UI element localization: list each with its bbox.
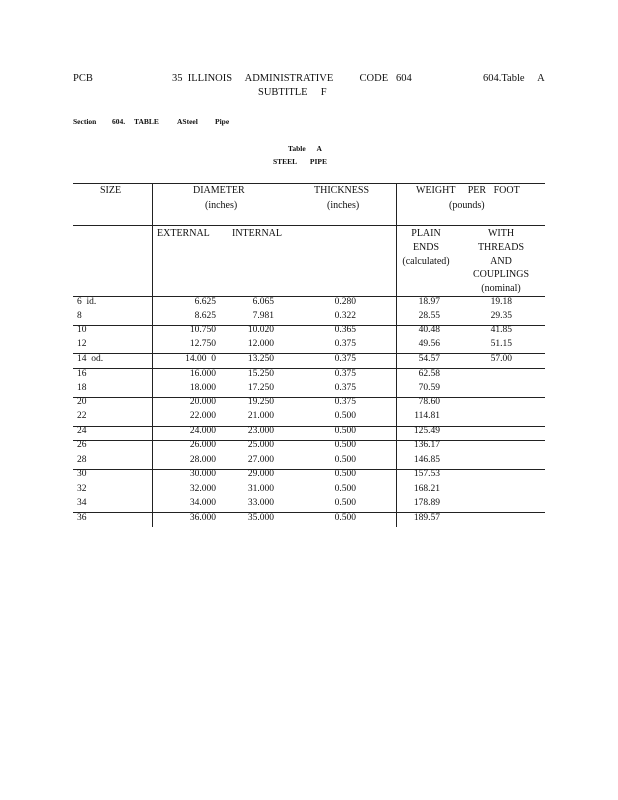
section-number: 604. <box>112 117 126 126</box>
cell-thickness: 0.375 <box>334 339 356 349</box>
cell-internal: 29.000 <box>247 469 274 479</box>
header-center-line1: 35 ILLINOIS ADMINISTRATIVE CODE 604 <box>172 73 412 84</box>
table-rule-group <box>73 353 545 354</box>
cell-plain: 62.58 <box>418 369 440 379</box>
col-header-with-2: THREADS <box>477 242 525 253</box>
cell-size: 28 <box>77 455 87 465</box>
cell-thickness: 0.500 <box>334 440 356 450</box>
table-title-line2: STEEL PIPE <box>273 157 327 166</box>
cell-internal: 23.000 <box>247 426 274 436</box>
cell-internal: 12.000 <box>247 339 274 349</box>
col-header-diameter: DIAMETER <box>193 185 245 196</box>
cell-size: 8 <box>77 311 82 321</box>
cell-size: 36 <box>77 513 87 523</box>
cell-internal: 15.250 <box>247 369 274 379</box>
cell-plain: 189.57 <box>413 513 440 523</box>
section-asteel: ASteel <box>177 117 198 126</box>
cell-plain: 168.21 <box>413 484 440 494</box>
cell-plain: 178.89 <box>413 498 440 508</box>
cell-size: 6 id. <box>77 297 97 307</box>
table-rule-group <box>73 512 545 513</box>
cell-external: 8.625 <box>194 311 216 321</box>
cell-external: 36.000 <box>189 513 216 523</box>
cell-threads: 57.00 <box>490 354 512 364</box>
cell-internal: 10.020 <box>247 325 274 335</box>
cell-external: 10.750 <box>189 325 216 335</box>
cell-thickness: 0.500 <box>334 498 356 508</box>
cell-plain: 40.48 <box>418 325 440 335</box>
cell-threads: 29.35 <box>490 311 512 321</box>
cell-external: 14.00 0 <box>185 354 216 364</box>
cell-internal: 33.000 <box>247 498 274 508</box>
table-title-line1: Table A <box>288 144 322 153</box>
cell-external: 24.000 <box>189 426 216 436</box>
col-header-thickness: THICKNESS <box>314 185 370 196</box>
col-header-plain-3: (calculated) <box>402 256 450 267</box>
cell-internal: 21.000 <box>247 411 274 421</box>
cell-size: 16 <box>77 369 87 379</box>
cell-thickness: 0.365 <box>334 325 356 335</box>
col-header-thickness-unit: (inches) <box>327 200 360 211</box>
cell-external: 12.750 <box>189 339 216 349</box>
cell-thickness: 0.500 <box>334 469 356 479</box>
cell-size: 18 <box>77 383 87 393</box>
cell-thickness: 0.500 <box>334 513 356 523</box>
cell-external: 18.000 <box>189 383 216 393</box>
cell-thickness: 0.375 <box>334 397 356 407</box>
table-rule-body-start <box>73 296 545 297</box>
cell-size: 34 <box>77 498 87 508</box>
section-table-word: TABLE <box>134 117 159 126</box>
cell-thickness: 0.375 <box>334 383 356 393</box>
col-header-weight: WEIGHT PER FOOT <box>416 185 520 196</box>
col-header-size: SIZE <box>100 185 122 196</box>
col-header-with-4: COUPLINGS <box>472 269 530 280</box>
cell-plain: 54.57 <box>418 354 440 364</box>
cell-size: 30 <box>77 469 87 479</box>
cell-plain: 125.49 <box>413 426 440 436</box>
cell-plain: 114.81 <box>414 411 440 421</box>
col-header-with-1: WITH <box>487 228 515 239</box>
col-header-with-3: AND <box>490 256 512 267</box>
cell-thickness: 0.500 <box>334 426 356 436</box>
table-rule-group <box>73 368 545 369</box>
cell-plain: 136.17 <box>413 440 440 450</box>
cell-size: 12 <box>77 339 87 349</box>
cell-size: 10 <box>77 325 87 335</box>
cell-threads: 41.85 <box>490 325 512 335</box>
cell-thickness: 0.500 <box>334 484 356 494</box>
cell-external: 22.000 <box>189 411 216 421</box>
cell-plain: 49.56 <box>418 339 440 349</box>
cell-plain: 18.97 <box>418 297 440 307</box>
cell-internal: 25.000 <box>247 440 274 450</box>
cell-external: 26.000 <box>189 440 216 450</box>
cell-size: 20 <box>77 397 87 407</box>
cell-size: 26 <box>77 440 87 450</box>
cell-plain: 28.55 <box>418 311 440 321</box>
cell-external: 34.000 <box>189 498 216 508</box>
cell-plain: 70.59 <box>418 383 440 393</box>
cell-plain: 157.53 <box>413 469 440 479</box>
cell-threads: 19.18 <box>490 297 512 307</box>
cell-internal: 19.250 <box>247 397 274 407</box>
cell-external: 30.000 <box>189 469 216 479</box>
cell-external: 16.000 <box>189 369 216 379</box>
cell-thickness: 0.280 <box>334 297 356 307</box>
cell-internal: 35.000 <box>247 513 274 523</box>
cell-external: 20.000 <box>189 397 216 407</box>
cell-external: 28.000 <box>189 455 216 465</box>
cell-size: 24 <box>77 426 87 436</box>
cell-plain: 146.85 <box>413 455 440 465</box>
cell-thickness: 0.322 <box>334 311 356 321</box>
col-header-with-5: (nominal) <box>481 283 521 294</box>
col-header-plain-1: PLAIN <box>411 228 441 239</box>
cell-external: 6.625 <box>194 297 216 307</box>
cell-internal: 7.981 <box>252 311 274 321</box>
col-header-weight-unit: (pounds) <box>449 200 485 211</box>
section-pipe: Pipe <box>215 117 230 126</box>
cell-internal: 31.000 <box>247 484 274 494</box>
table-rule-top <box>73 183 545 184</box>
cell-internal: 13.250 <box>247 354 274 364</box>
cell-thickness: 0.375 <box>334 354 356 364</box>
table-rule-header <box>73 225 545 226</box>
cell-internal: 17.250 <box>247 383 274 393</box>
cell-threads: 51.15 <box>490 339 512 349</box>
cell-thickness: 0.500 <box>334 411 356 421</box>
cell-internal: 27.000 <box>247 455 274 465</box>
cell-thickness: 0.500 <box>334 455 356 465</box>
cell-external: 32.000 <box>189 484 216 494</box>
header-center-line2: SUBTITLE F <box>258 87 327 98</box>
cell-size: 14 od. <box>77 354 104 364</box>
table-col-divider-size <box>152 183 153 527</box>
col-header-plain-2: ENDS <box>412 242 440 253</box>
cell-size: 22 <box>77 411 87 421</box>
cell-thickness: 0.375 <box>334 369 356 379</box>
section-label: Section <box>73 117 97 126</box>
col-header-external: EXTERNAL <box>157 228 210 239</box>
col-header-internal: INTERNAL <box>232 228 282 239</box>
cell-size: 32 <box>77 484 87 494</box>
cell-plain: 78.60 <box>418 397 440 407</box>
cell-internal: 6.065 <box>252 297 274 307</box>
header-left: PCB <box>73 73 93 84</box>
header-right: 604.Table A <box>483 73 545 84</box>
col-header-diameter-unit: (inches) <box>205 200 238 211</box>
